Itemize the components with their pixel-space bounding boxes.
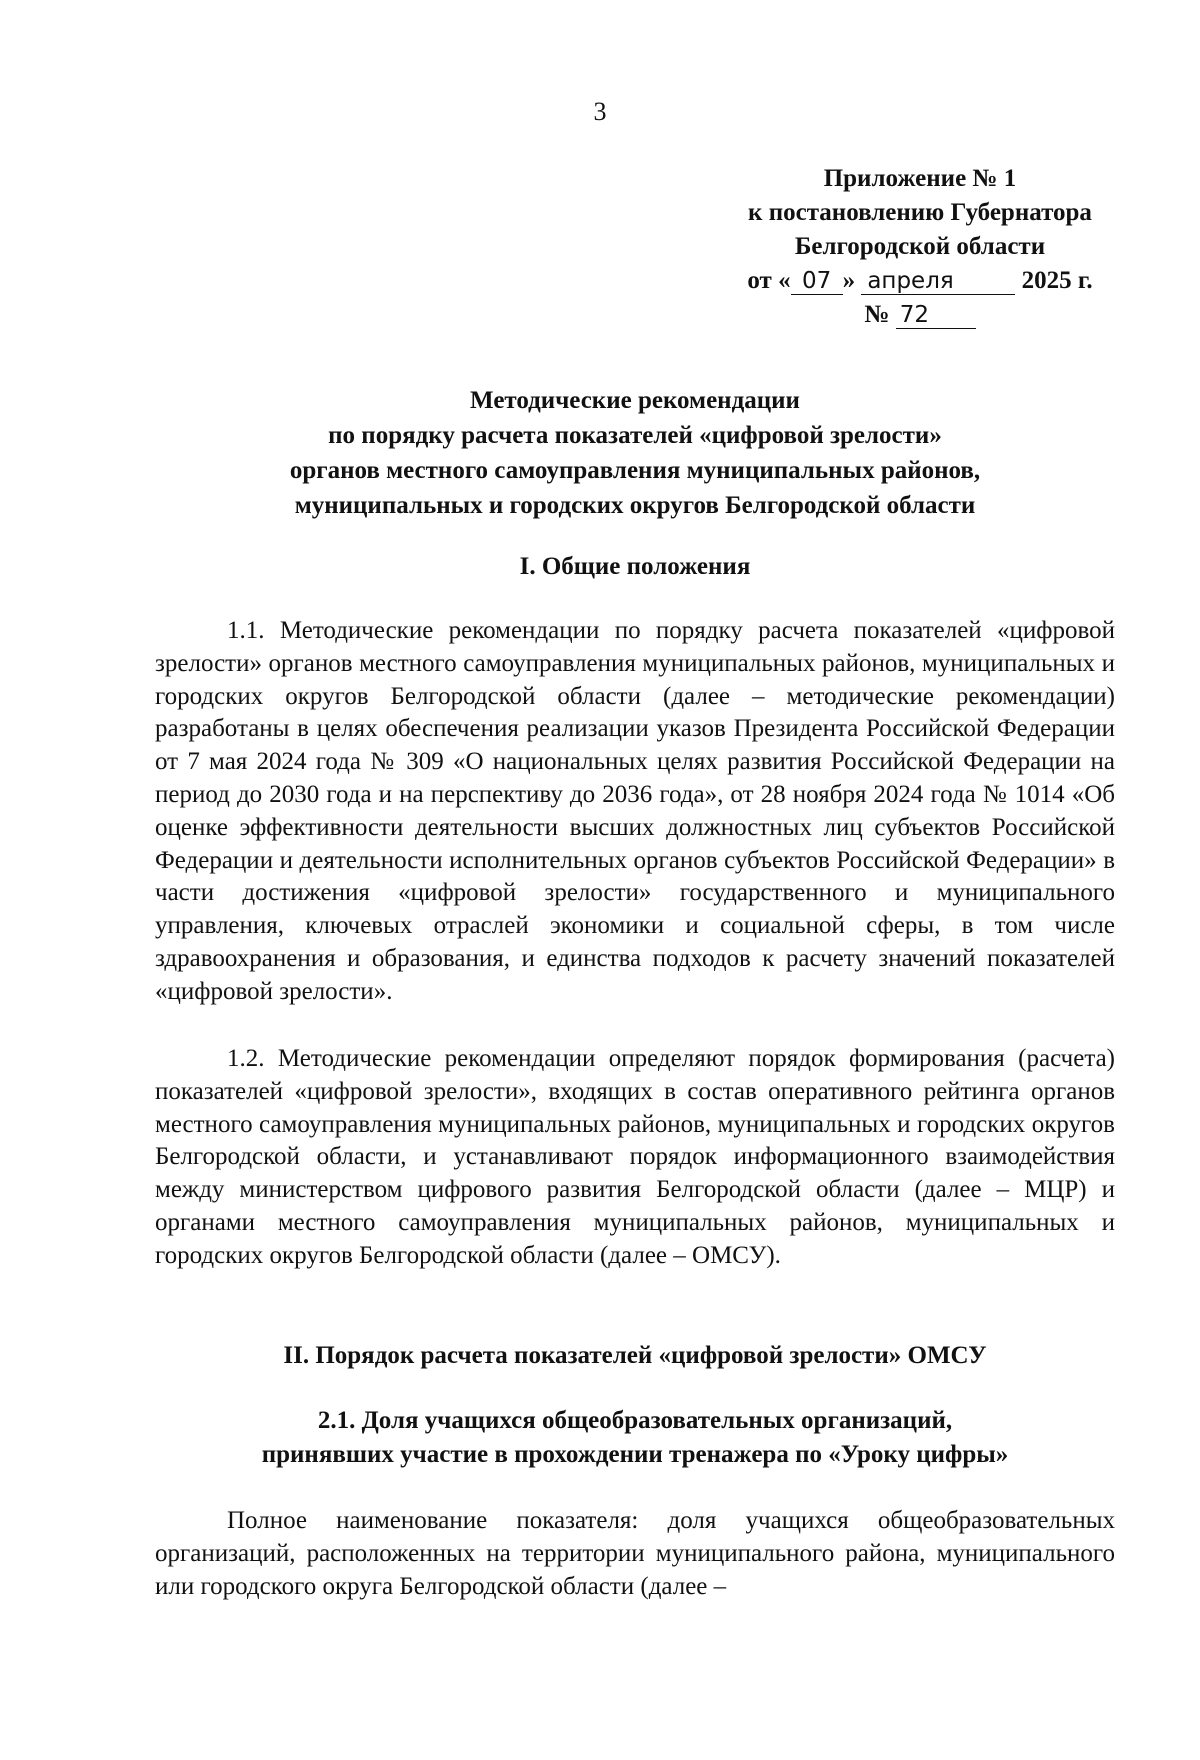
number-field [896, 302, 976, 329]
date-day: 07 [801, 268, 832, 294]
title-line-4: муниципальных и городских округов Белгородской области [294, 492, 976, 519]
section-2-heading: II. Порядок расчета показателей «цифровой зрелости» ОМСУ [283, 1342, 987, 1369]
date-quote-close: » [842, 267, 856, 294]
paragraph-1-1: 1.1. Методические рекомендации по порядку расчета показателей «цифровой зрелости» органов местного самоуправления муниципальных районов, муниципальных и городских округов Белгородской области (далее – методические рекомендации) разработаны в целях обеспечения реализации указов Президента Российской Федерации от 7 мая 2024 года № 309 «О национальных целях развития Российской Федерации на период до 2030 года и на перспективу до 2036 года», от 28 ноября 2024 года № 1014 «Об оценке эффективности деятельности высших должностных лиц субъектов Российской Федерации и деятельности исполнительных органов субъектов Российской Федерации» в части достижения «цифровой зрелости» государственного и муниципального управления, ключевых отраслей экономики и социальной сферы, в том числе здравоохранения и образования, и единства подходов к расчету значений показателей «цифровой зрелости». [155, 617, 1115, 1005]
title-line-3: органов местного самоуправления муниципальных районов, [289, 457, 981, 484]
appendix-block [710, 162, 1130, 332]
section-1-heading: I. Общие положения [519, 553, 751, 580]
subsection-2-1-line-1: 2.1. Доля учащихся общеобразовательных организаций, [317, 1407, 953, 1434]
title-line-1: Методические рекомендации [470, 387, 800, 414]
date-prefix: от « [747, 267, 791, 294]
document-title [150, 383, 1120, 523]
appendix-resolution-line: к постановлению Губернатора [748, 199, 1092, 226]
date-day-field [791, 268, 843, 295]
appendix-region-line: Белгородской области [794, 233, 1046, 260]
appendix-title: Приложение № 1 [823, 165, 1017, 192]
page-number: 3 [593, 97, 607, 126]
subsection-2-1-heading [150, 1404, 1120, 1472]
number-prefix: № [864, 301, 890, 328]
date-month: апреля [867, 268, 954, 294]
number-value: 72 [899, 302, 929, 328]
date-year: 2025 г. [1021, 267, 1093, 294]
paragraph-1-2: 1.2. Методические рекомендации определяют порядок формирования (расчета) показателей «цифровой зрелости», входящих в состав оперативного рейтинга органов местного самоуправления муниципальных районов, муниципальных и городских округов Белгородской области, и устанавливают порядок информационного взаимодействия между министерством цифрового развития Белгородской области (далее – МЦР) и органами местного самоуправления муниципальных районов, муниципальных и городских округов Белгородской области (далее – ОМСУ). [155, 1045, 1115, 1269]
appendix-date-line [710, 264, 1130, 298]
appendix-number-line [710, 298, 1130, 332]
subsection-2-1-line-2: принявших участие в прохождении тренажера по «Уроку цифры» [261, 1441, 1009, 1468]
title-line-2: по порядку расчета показателей «цифровой зрелости» [328, 422, 942, 449]
date-month-field [861, 268, 1015, 295]
paragraph-2-1: Полное наименование показателя: доля учащихся общеобразовательных организаций, расположенных на территории муниципального района, муниципального или городского округа Белгородской области (далее – [155, 1507, 1115, 1600]
